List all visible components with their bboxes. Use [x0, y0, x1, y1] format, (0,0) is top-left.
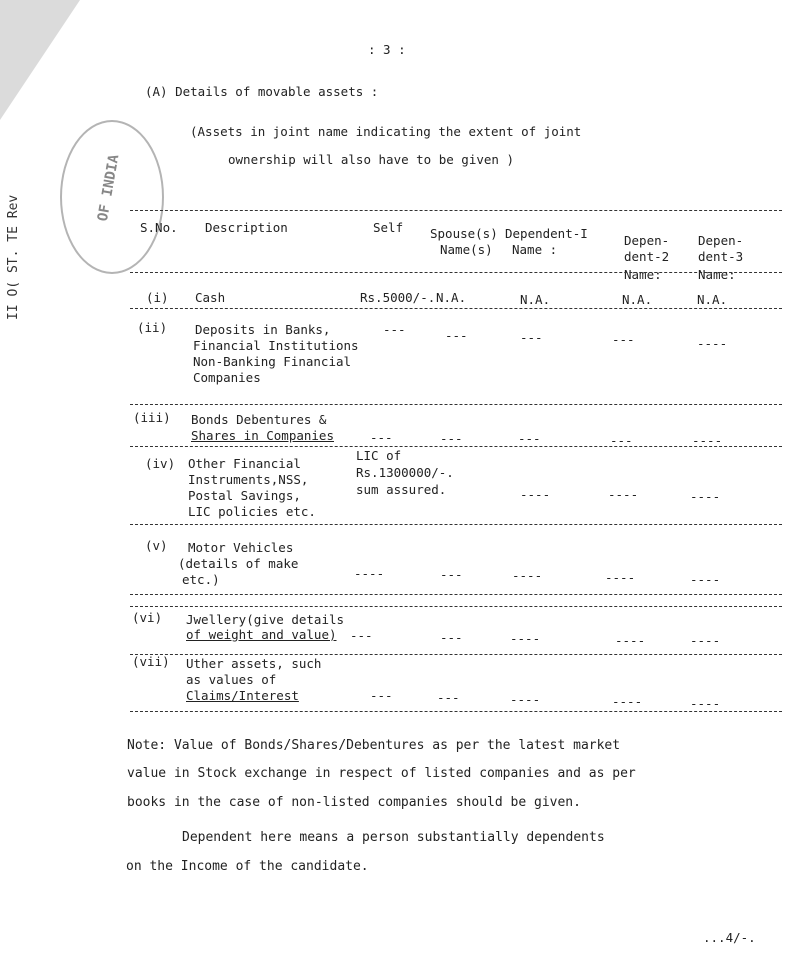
header-dependent-3: Name: [698, 267, 736, 282]
row-sno: (v) [145, 538, 168, 553]
stamp-text: OF INDIA [94, 153, 123, 223]
header-dependent-1: Name : [512, 242, 558, 257]
row-sno: (i) [146, 290, 169, 305]
row-dependent-3: N.A. [697, 292, 728, 307]
note-text: Note: Value of Bonds/Shares/Debentures as per the latest market [127, 738, 621, 753]
divider [130, 446, 782, 447]
section-title: (A) Details of movable assets : [145, 84, 379, 99]
divider [130, 210, 782, 211]
header-spouse: Name(s) [440, 242, 493, 257]
row-description: Non-Banking Financial [193, 354, 352, 369]
divider [130, 308, 782, 309]
row-self: --- [370, 430, 393, 445]
row-description: Bonds Debentures & [191, 412, 327, 427]
row-dependent-2: ---- [605, 570, 636, 585]
row-dependent-3: ---- [692, 433, 723, 448]
row-description: Deposits in Banks, [195, 322, 331, 337]
row-dependent-3: ---- [690, 696, 721, 711]
row-spouse: N.A. [436, 290, 467, 305]
row-dependent-3: ---- [697, 336, 728, 351]
row-self: ---- [354, 566, 385, 581]
row-description: LIC policies etc. [188, 504, 316, 519]
row-sno: (vii) [132, 654, 170, 669]
row-spouse: --- [440, 630, 463, 645]
row-dependent-1: N.A. [520, 292, 551, 307]
header-dependent-3: Depen- [698, 233, 744, 248]
row-description: Uther assets, such [186, 656, 322, 671]
row-dependent-3: ---- [690, 489, 721, 504]
row-self: sum assured. [356, 482, 447, 497]
row-dependent-1: --- [518, 431, 541, 446]
header-dependent-2: dent-2 [624, 249, 670, 264]
row-sno: (vi) [132, 610, 163, 625]
header-self: Self [373, 220, 404, 235]
row-dependent-2: ---- [615, 633, 646, 648]
row-description: Instruments,NSS, [188, 472, 309, 487]
row-dependent-2: ---- [612, 694, 643, 709]
row-dependent-3: ---- [690, 633, 721, 648]
continued-marker: ...4/-. [703, 930, 756, 945]
row-self: --- [370, 688, 393, 703]
folded-corner [0, 0, 80, 120]
row-spouse: --- [440, 431, 463, 446]
divider [130, 594, 782, 595]
row-dependent-1: ---- [510, 692, 541, 707]
header-dependent-1: Dependent-I [505, 226, 588, 241]
row-sno: (ii) [137, 320, 168, 335]
row-description: Jwellery(give details [186, 612, 345, 627]
row-self: --- [350, 628, 373, 643]
dependent-note: Dependent here means a person substantially dependents [182, 830, 605, 845]
row-dependent-1: ---- [510, 631, 541, 646]
row-description: etc.) [182, 572, 220, 587]
row-self: --- [383, 322, 406, 337]
header-dependent-2: Name: [624, 267, 662, 282]
row-description: Motor Vehicles [188, 540, 294, 555]
header-spouse: Spouse(s) [430, 226, 498, 241]
section-note: ownership will also have to be given ) [228, 152, 514, 167]
row-dependent-1: --- [520, 330, 543, 345]
note-text: books in the case of non-listed companies should be given. [127, 795, 581, 810]
row-self: Rs.1300000/-. [356, 465, 454, 480]
page-number: : 3 : [368, 42, 406, 57]
header-dependent-2: Depen- [624, 233, 670, 248]
row-description: Financial Institutions [193, 338, 359, 353]
row-sno: (iv) [145, 456, 176, 471]
divider [130, 524, 782, 525]
row-description: (details of make [178, 556, 299, 571]
row-dependent-2: --- [612, 332, 635, 347]
margin-stamp-text: II O( ST. TE Rev [6, 194, 21, 320]
row-description: Other Financial [188, 456, 301, 471]
note-text: value in Stock exchange in respect of listed companies and as per [127, 766, 636, 781]
divider [130, 404, 782, 405]
row-dependent-3: ---- [690, 572, 721, 587]
row-description: Postal Savings, [188, 488, 301, 503]
row-sno: (iii) [133, 410, 171, 425]
divider [130, 654, 782, 655]
header-dependent-3: dent-3 [698, 249, 744, 264]
row-description: Companies [193, 370, 261, 385]
row-dependent-2: N.A. [622, 292, 653, 307]
row-self: Rs.5000/-. [360, 290, 436, 305]
row-spouse: --- [445, 328, 468, 343]
row-spouse: --- [440, 567, 463, 582]
row-dependent-2: --- [610, 433, 633, 448]
row-dependent-1: ---- [512, 568, 543, 583]
row-dependent-2: ---- [608, 487, 639, 502]
header-description: Description [205, 220, 288, 235]
row-description: Shares in Companies [191, 428, 334, 443]
divider [130, 711, 782, 712]
row-description: as values of [186, 672, 277, 687]
row-self: LIC of [356, 448, 402, 463]
row-description: of weight and value) [186, 627, 337, 642]
row-description: Claims/Interest [186, 688, 299, 703]
divider [130, 272, 782, 273]
row-description: Cash [195, 290, 226, 305]
row-dependent-1: ---- [520, 487, 551, 502]
header-sno: S.No. [140, 220, 178, 235]
divider [130, 606, 782, 607]
section-note: (Assets in joint name indicating the extent of joint [190, 124, 582, 139]
dependent-note: on the Income of the candidate. [126, 859, 369, 874]
row-spouse: --- [437, 690, 460, 705]
